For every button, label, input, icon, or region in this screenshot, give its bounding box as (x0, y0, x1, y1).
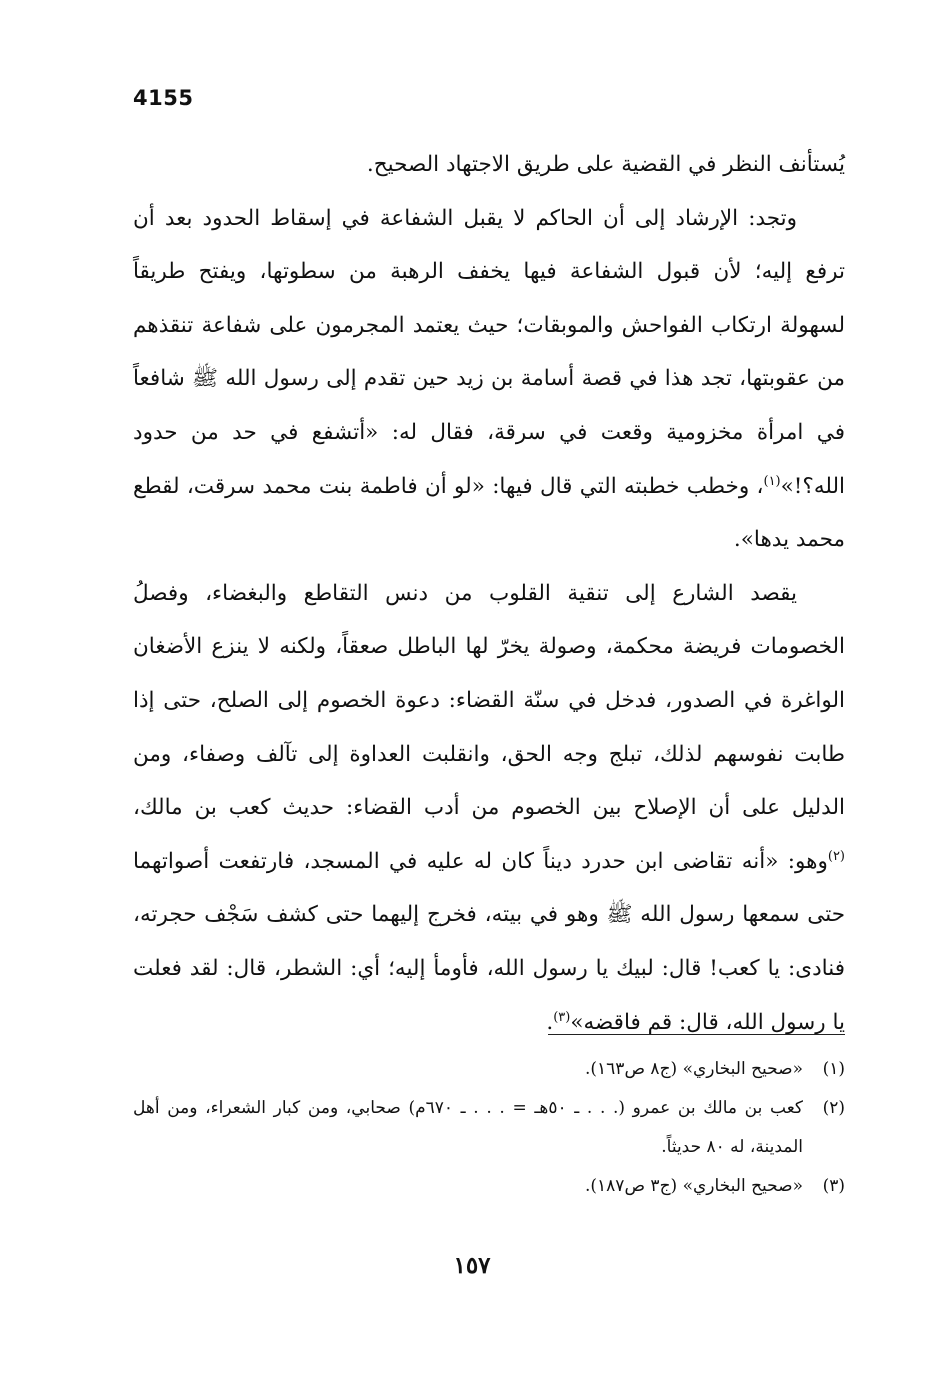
footnote-item (133, 1089, 845, 1167)
paragraph-3-text: يقصد الشارع إلى تنقية القلوب من دنس التقاطع والبغضاء، وفصلُ الخصومات فريضة محكمة، وصولة يخرّ لها الباطل صعقاً، ولكنه لا ينزع الأضغان الواغرة في الصدور، فدخل في سنّة القضاء: دعوة الخصوم إلى الصلح، حتى إذا طابت نفوسهم لذلك، تبلج وجه الحق، وانقلبت العداوة إلى تآلف وصفاء، ومن الدليل على أن الإصلاح بين الخصوم من أدب القضاء: حديث كعب بن مالك، (133, 580, 845, 821)
footnote-item (133, 1050, 845, 1089)
paragraph-3 (133, 567, 845, 1049)
footnote-text: «صحيح البخاري» (ج٣ ص١٨٧). (585, 1176, 803, 1196)
footnote-separator (548, 1034, 845, 1035)
footnotes (133, 1050, 845, 1206)
paragraph-2-text-end: ، وخطب خطبته التي قال فيها: «لو أن فاطمة بنت محمد سرقت، لقطع محمد يدها». (133, 473, 845, 553)
paragraph-3-hadith: وهو: «أنه تقاضى ابن حدرد ديناً كان له عليه في المسجد، فارتفعت أصواتهما حتى سمعها رسول الله ﷺ وهو في بيته، فخرج إليهما حتى كشف سَجْف حجرته، فنادى: يا كعب! قال: لبيك يا رسول الله، فأومأ إليه؛ أي: الشطر، قال: لقد فعلت يا رسول الله، قال: قم فاقضه» (133, 848, 845, 1035)
footnote-ref-1: (١) (763, 473, 781, 489)
paragraph-2-text: وتجد: الإرشاد إلى أن الحاكم لا يقبل الشفاعة في إسقاط الحدود بعد أن ترفع إليه؛ لأن قبول الشفاعة فيها يخفف الرهبة من سطوتها، ويفتح طريقاً لسهولة ارتكاب الفواحش والموبقات؛ حيث يعتمد المجرمون على شفاعة تنقذهم من عقوبتها، تجد هذا في قصة أسامة بن زيد حين تقدم إلى رسول الله ﷺ شافعاً في امرأة مخزومية وقعت في سرقة، فقال له: «أتشفع في حد من حدود الله؟!» (133, 205, 845, 499)
footnote-ref-2: (٢) (827, 848, 845, 864)
footnote-text: «صحيح البخاري» (ج٨ ص١٦٣). (585, 1059, 803, 1079)
footnote-number: (٣) (822, 1176, 845, 1196)
footnote-item (133, 1167, 845, 1206)
footnote-text: كعب بن مالك بن عمرو (. . . ـ ٥٠هـ = . . . ـ ٦٧٠م) صحابي، ومن كبار الشعراء، ومن أهل المدينة، له ٨٠ حديثاً. (133, 1098, 803, 1157)
footnote-number: (١) (822, 1059, 845, 1079)
paragraph-2 (133, 192, 845, 567)
footnote-number: (٢) (822, 1098, 845, 1118)
paragraph-1: يُستأنف النظر في القضية على طريق الاجتهاد الصحيح. (366, 152, 845, 177)
page-id: 4155 (133, 86, 194, 110)
main-text (133, 138, 845, 1049)
paragraph-3-end: . (546, 1009, 554, 1035)
footnote-ref-3: (٣) (553, 1009, 571, 1025)
page-number: ١٥٧ (453, 1252, 491, 1279)
